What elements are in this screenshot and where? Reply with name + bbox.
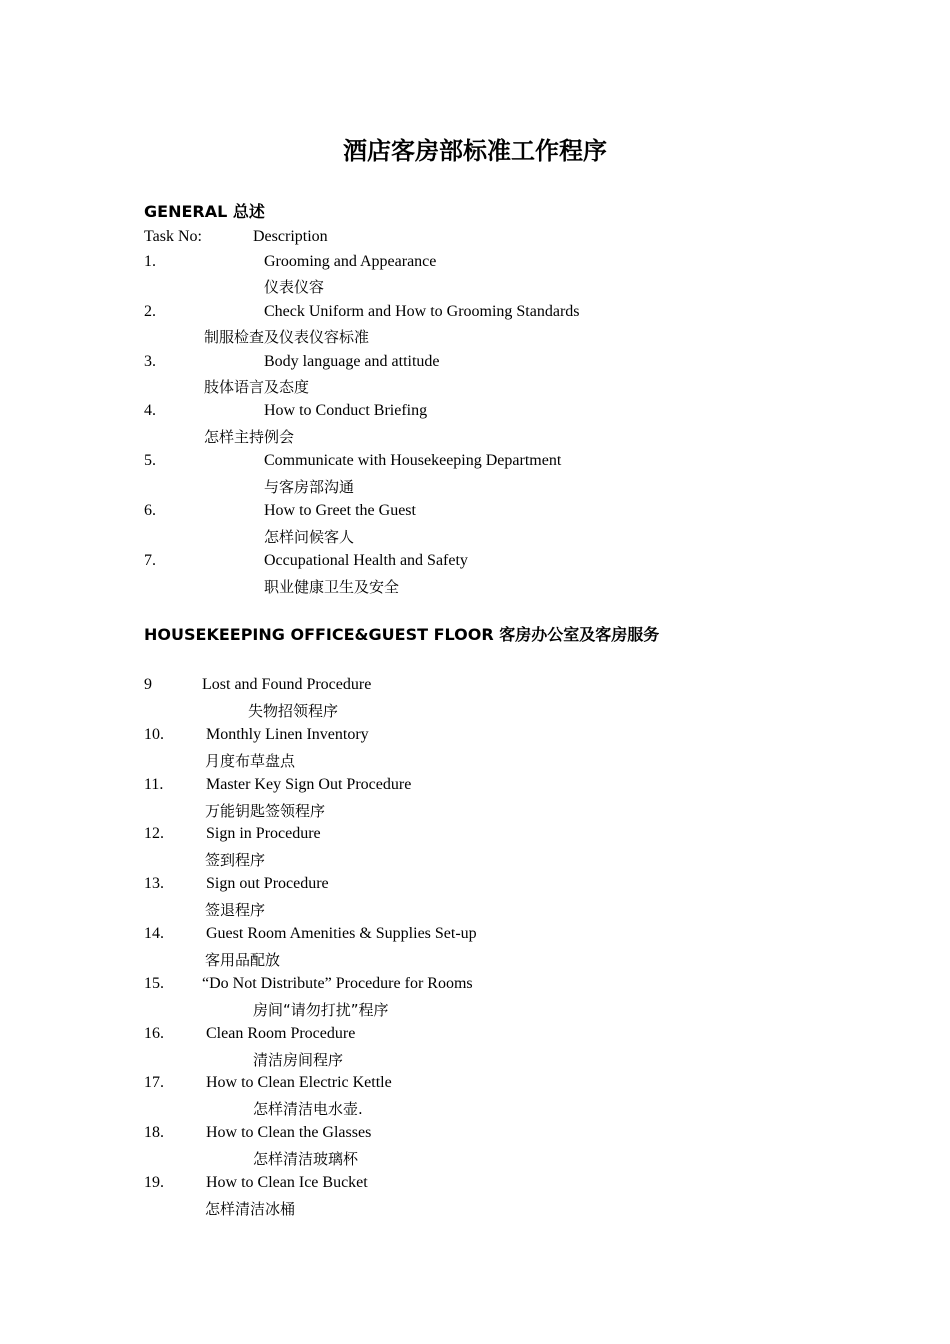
task-number: 6. xyxy=(144,502,156,519)
task-title-en: Lost and Found Procedure xyxy=(202,676,372,693)
task-number: 18. xyxy=(144,1124,164,1141)
task-title-en: Check Uniform and How to Grooming Standards xyxy=(264,303,580,320)
task-title-en: Occupational Health and Safety xyxy=(264,552,468,569)
task-number: 12. xyxy=(144,825,164,842)
page-title: 酒店客房部标准工作程序 xyxy=(343,136,607,165)
task-number: 11. xyxy=(144,776,164,793)
task-number: 3. xyxy=(144,353,156,370)
task-title-cn: 职业健康卫生及安全 xyxy=(264,578,400,596)
task-title-cn: 怎样清洁玻璃杯 xyxy=(253,1150,359,1168)
task-title-en: Monthly Linen Inventory xyxy=(206,726,369,743)
task-title-cn: 怎样主持例会 xyxy=(204,428,295,446)
task-title-en: Communicate with Housekeeping Department xyxy=(264,452,562,469)
task-title-en: Grooming and Appearance xyxy=(264,253,437,270)
task-title-en: How to Clean the Glasses xyxy=(206,1124,372,1141)
task-title-cn: 签退程序 xyxy=(205,901,266,919)
task-title-en: Body language and attitude xyxy=(264,353,440,370)
task-number: 19. xyxy=(144,1174,164,1191)
task-number: 15. xyxy=(144,975,164,992)
task-number: 13. xyxy=(144,875,164,892)
task-title-cn: 怎样清洁电水壶. xyxy=(253,1100,363,1118)
task-title-en: Master Key Sign Out Procedure xyxy=(206,776,412,793)
task-number: 16. xyxy=(144,1025,164,1042)
column-header-task-no: Task No: xyxy=(144,228,202,245)
task-title-en: Sign out Procedure xyxy=(206,875,329,892)
task-title-cn: 肢体语言及态度 xyxy=(204,378,310,396)
task-number: 4. xyxy=(144,402,156,419)
task-number: 1. xyxy=(144,253,156,270)
task-number: 14. xyxy=(144,925,164,942)
task-number: 5. xyxy=(144,452,156,469)
task-number: 9 xyxy=(144,676,152,693)
task-title-cn: 客用品配放 xyxy=(205,951,281,969)
task-title-cn: 万能钥匙签领程序 xyxy=(205,802,326,820)
task-title-en: Clean Room Procedure xyxy=(206,1025,356,1042)
task-title-en: How to Clean Ice Bucket xyxy=(206,1174,368,1191)
task-number: 2. xyxy=(144,303,156,320)
task-title-cn: 房间“请勿打扰”程序 xyxy=(253,1001,389,1019)
task-title-cn: 月度布草盘点 xyxy=(205,752,296,770)
section-heading-housekeeping: HOUSEKEEPING OFFICE&GUEST FLOOR 客房办公室及客房服务 xyxy=(144,625,660,644)
task-number: 17. xyxy=(144,1074,164,1091)
task-title-cn: 与客房部沟通 xyxy=(264,478,355,496)
task-title-cn: 制服检查及仪表仪容标准 xyxy=(204,328,370,346)
column-header-description: Description xyxy=(253,228,328,245)
task-title-cn: 失物招领程序 xyxy=(248,702,339,720)
task-title-cn: 清洁房间程序 xyxy=(253,1051,344,1069)
task-title-en: Guest Room Amenities & Supplies Set-up xyxy=(206,925,477,942)
task-title-en: How to Greet the Guest xyxy=(264,502,416,519)
task-title-cn: 仪表仪容 xyxy=(264,278,325,296)
task-title-en: “Do Not Distribute” Procedure for Rooms xyxy=(202,975,473,992)
task-title-cn: 签到程序 xyxy=(205,851,266,869)
task-title-cn: 怎样问候客人 xyxy=(264,528,355,546)
task-title-en: How to Clean Electric Kettle xyxy=(206,1074,392,1091)
task-number: 10. xyxy=(144,726,164,743)
task-title-en: How to Conduct Briefing xyxy=(264,402,428,419)
task-title-cn: 怎样清洁冰桶 xyxy=(205,1200,296,1218)
task-number: 7. xyxy=(144,552,156,569)
task-title-en: Sign in Procedure xyxy=(206,825,321,842)
section-heading-general: GENERAL 总述 xyxy=(144,202,265,221)
